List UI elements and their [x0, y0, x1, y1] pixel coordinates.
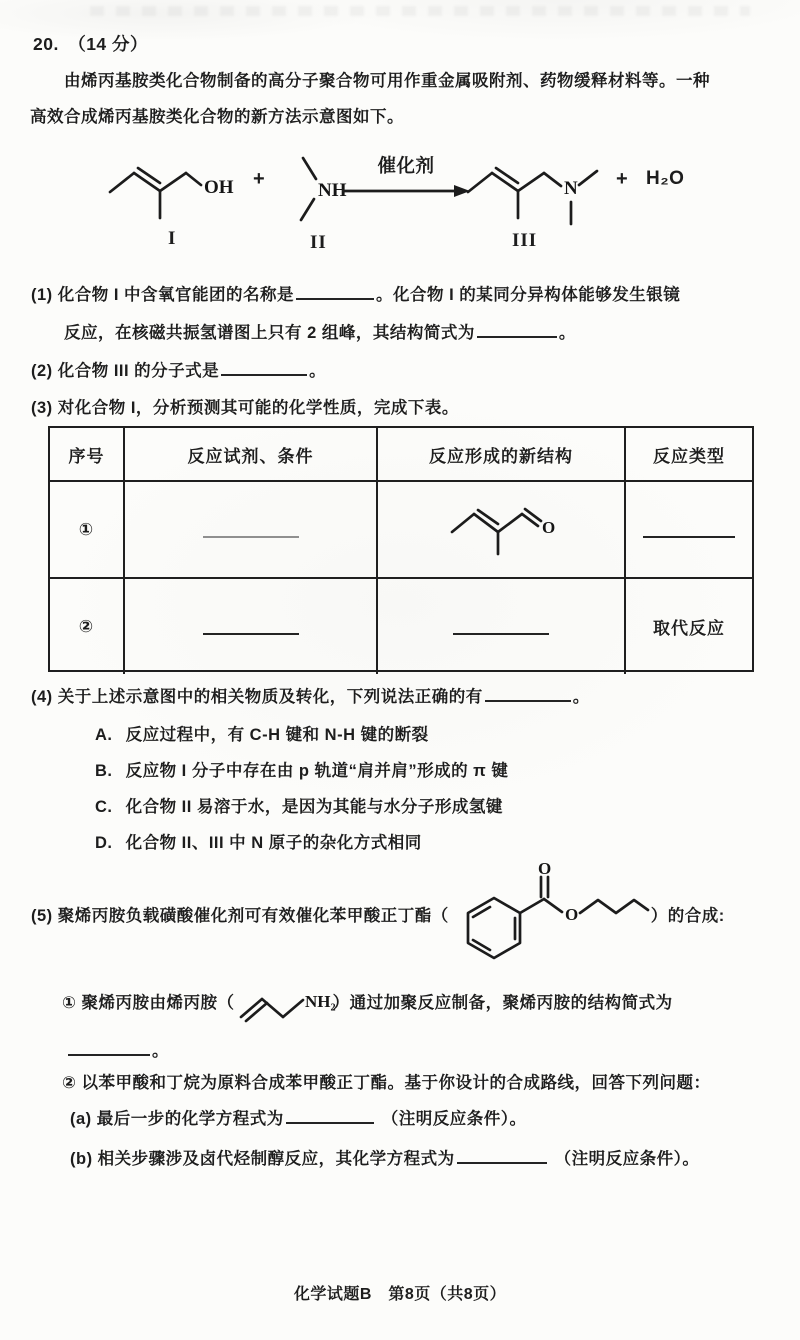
compound-label-i: I [168, 228, 177, 249]
q4-option-d [95, 832, 422, 854]
option-c-text: 化合物 II 易溶于水，是因为其能与水分子形成氢键 [125, 798, 503, 816]
q5-a-pre: (a) 最后一步的化学方程式为 [70, 1110, 284, 1129]
amine-n-label: N [564, 178, 578, 199]
hydroxyl-label: OH [204, 177, 234, 198]
q4-option-a [95, 724, 429, 746]
q1-text-end: 。 [558, 324, 576, 343]
answer-blank-row2-structure [453, 618, 549, 634]
option-b-label: B. [95, 762, 113, 780]
q2-line [31, 360, 326, 382]
question-points: （14 分） [68, 34, 149, 54]
q5-b-line [70, 1148, 699, 1170]
table-header-structure: 反应形成的新结构 [378, 428, 626, 482]
amine-nh-label: NH [318, 180, 347, 201]
q5-a-line [70, 1108, 527, 1130]
table-row2-no: ② [50, 579, 125, 674]
answer-blank-q2 [221, 360, 307, 376]
q5-sub1-blank-line [66, 1040, 169, 1062]
q5-text-post: ）的合成: [650, 906, 725, 925]
answer-blank-qb [457, 1148, 547, 1164]
q5-text-pre: (5) 聚烯丙胺负载磺酸催化剂可有效催化苯甲酸正丁酯（ [31, 906, 449, 925]
answer-blank-q4 [485, 686, 571, 702]
table-header-type: 反应类型 [626, 428, 752, 482]
q1-line-2 [64, 322, 576, 344]
answer-blank-sub1 [68, 1040, 150, 1056]
table-row2-structure [378, 579, 626, 674]
allylamine-nh2-label: NH₂ [304, 992, 336, 1011]
answer-blank-qa [286, 1108, 374, 1124]
table-row1-no: ① [50, 482, 125, 579]
q5-b-post: （注明反应条件）。 [554, 1150, 700, 1169]
q4-option-c [95, 796, 503, 818]
reaction-scheme [0, 140, 800, 270]
q4-option-b [95, 760, 508, 782]
answer-blank-row1-reagent [203, 521, 299, 537]
option-a-text: 反应过程中，有 C-H 键和 N-H 键的断裂 [125, 726, 429, 744]
scan-artifact-top [90, 6, 750, 16]
reaction-arrow-icon [342, 183, 470, 199]
water-formula: H₂O [646, 168, 685, 189]
q2-text-pre: (2) 化合物 III 的分子式是 [31, 362, 220, 381]
structure-aldehyde [447, 502, 555, 558]
q4-text-end: 。 [572, 688, 590, 707]
table-header-no: 序号 [50, 428, 125, 482]
q4-line [31, 686, 590, 708]
table-header-reagent: 反应试剂、条件 [125, 428, 378, 482]
question-header [33, 33, 148, 57]
table-row1-type [626, 482, 752, 579]
q3-line: (3) 对化合物 I，分析预测其可能的化学性质，完成下表。 [31, 399, 459, 417]
intro-line-1: 由烯丙基胺类化合物制备的高分子聚合物可用作重金属吸附剂、药物缓释材料等。一种 [64, 72, 710, 90]
answer-blank-q1b [477, 322, 557, 338]
question-number: 20. [33, 34, 59, 54]
catalyst-arrow-group [342, 154, 470, 199]
ester-o-label: O [564, 905, 578, 924]
option-b-text: 反应物 I 分子中存在由 p 轨道“肩并肩”形成的 π 键 [125, 762, 509, 780]
compound-label-iii: III [512, 230, 538, 251]
q2-text-end: 。 [309, 362, 327, 381]
reaction-table [48, 426, 754, 672]
structure-butyl-benzoate [450, 859, 650, 970]
option-d-text: 化合物 II、III 中 N 原子的杂化方式相同 [125, 834, 422, 852]
option-c-label: C. [95, 798, 113, 816]
catalyst-label: 催化剂 [377, 155, 435, 176]
answer-blank-q1a [296, 284, 374, 300]
carbonyl-o-label: O [537, 859, 551, 878]
plus-sign-1: + [253, 168, 266, 190]
q5-a-post: （注明反应条件）。 [381, 1110, 527, 1129]
q1-line-1 [31, 284, 680, 306]
structure-compound-i [104, 156, 250, 226]
q5-sub1-post: ）通过加聚反应制备，聚烯丙胺的结构简式为 [332, 993, 673, 1012]
table-row1-structure [378, 482, 626, 579]
q5-sub1-end: 。 [152, 1042, 169, 1061]
q4-text-pre: (4) 关于上述示意图中的相关物质及转化，下列说法正确的有 [31, 688, 483, 707]
option-a-label: A. [95, 726, 113, 744]
q1-text-cont: 反应，在核磁共振氢谱图上只有 2 组峰，其结构简式为 [64, 324, 475, 343]
table-row2-type: 取代反应 [653, 619, 725, 638]
answer-blank-row2-reagent [203, 618, 299, 634]
structure-compound-ii [288, 152, 350, 226]
structure-compound-iii [462, 156, 614, 234]
q1-text-mid: 。化合物 I 的某同分异构体能够发生银镜 [376, 286, 681, 305]
compound-label-ii: II [310, 232, 327, 253]
q5-sub1-pre: ① 聚烯丙胺由烯丙胺（ [62, 993, 235, 1012]
aldehyde-o-label: O [542, 517, 557, 537]
footer-page-info: 化学试题B 第8页（共8页） [293, 1286, 507, 1303]
plus-sign-2: + [616, 168, 629, 190]
q5-sub1-line [62, 980, 673, 1026]
q5-b-pre: (b) 相关步骤涉及卤代烃制醇反应，其化学方程式为 [70, 1150, 455, 1169]
q5-sub2-line: ② 以苯甲酸和丁烷为原料合成苯甲酸正丁酯。基于你设计的合成路线，回答下列问题： [62, 1074, 711, 1092]
table-row1-reagent [125, 482, 378, 579]
q5-line [31, 859, 796, 970]
q1-text-pre: (1) 化合物 I 中含氧官能团的名称是 [31, 286, 295, 305]
answer-blank-row1-type [643, 521, 735, 537]
structure-allylamine [237, 983, 336, 1023]
table-row2-reagent [125, 579, 378, 674]
option-d-label: D. [95, 834, 113, 852]
intro-line-2: 高效合成烯丙基胺类化合物的新方法示意图如下。 [30, 108, 404, 126]
